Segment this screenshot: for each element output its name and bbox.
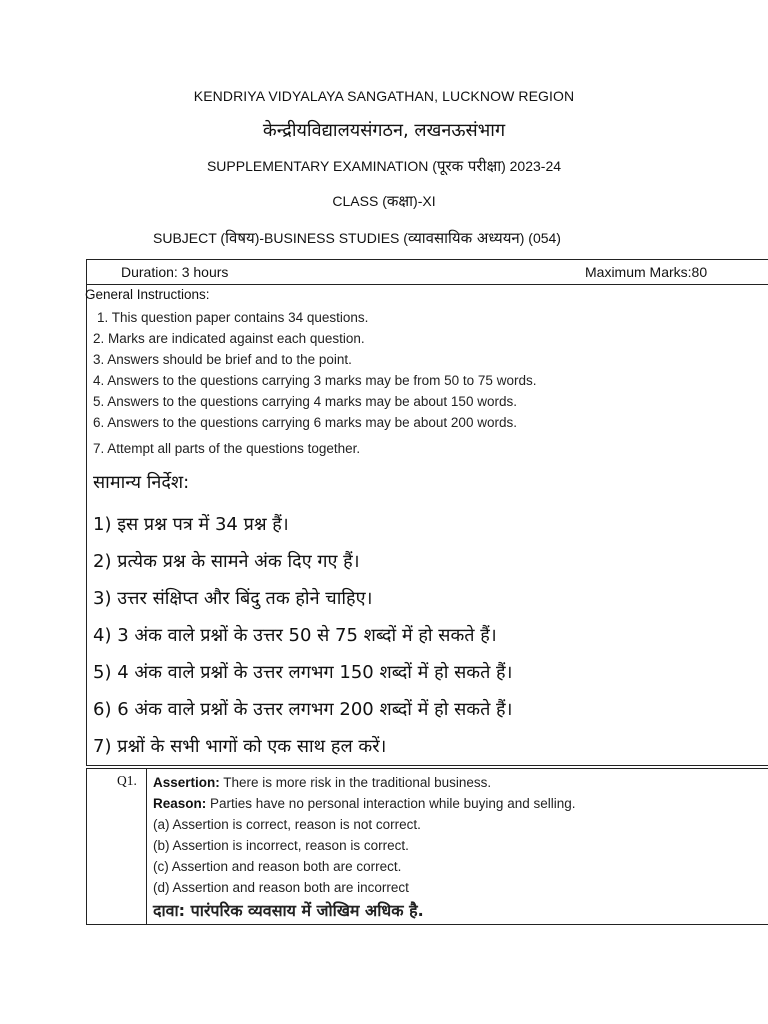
school-name-hindi: केन्द्रीयविद्यालयसंगठन, लखनऊसंभाग <box>262 120 506 141</box>
assertion-line: Assertion: There is more risk in the traditional business. <box>153 775 492 790</box>
exam-title: SUPPLEMENTARY EXAMINATION (पूरक परीक्षा) 2023-24 <box>206 157 562 175</box>
hindi-assertion: दावा: पारंपरिक व्यवसाय में जोखिम अधिक है. <box>153 901 424 920</box>
list-item: 4. Answers to the questions carrying 3 marks may be from 50 to 75 words. <box>93 373 537 388</box>
list-item: 2) प्रत्येक प्रश्न के सामने अंक दिए गए हैं। <box>93 551 360 572</box>
list-item: 7. Attempt all parts of the questions together. <box>93 441 361 456</box>
list-item: 6) 6 अंक वाले प्रश्नों के उत्तर लगभग 200 शब्दों में हो सकते हैं। <box>93 699 513 720</box>
maximum-marks: Maximum Marks:80 <box>585 264 708 280</box>
list-item: 1) इस प्रश्न पत्र में 34 प्रश्न हैं। <box>93 514 289 535</box>
option-b: (b) Assertion is incorrect, reason is correct. <box>153 838 409 853</box>
option-c: (c) Assertion and reason both are correct. <box>153 859 402 874</box>
list-item: 7) प्रश्नों के सभी भागों को एक साथ हल करें। <box>93 736 387 757</box>
option-a: (a) Assertion is correct, reason is not correct. <box>153 817 421 832</box>
question-number-cell <box>87 769 147 924</box>
question-content <box>153 772 576 924</box>
list-item: 6. Answers to the questions carrying 6 marks may be about 200 words. <box>93 415 517 430</box>
class-label: CLASS (कक्षा)-XI <box>332 192 436 210</box>
subject-label: SUBJECT (विषय)-BUSINESS STUDIES (व्यावसायिक अध्ययन) (054) <box>153 229 561 247</box>
question-box <box>86 768 768 925</box>
duration: Duration: 3 hours <box>121 264 229 280</box>
list-item: 5. Answers to the questions carrying 4 marks may be about 150 words. <box>93 394 517 409</box>
question-number: Q1. <box>117 773 137 788</box>
list-item: 2. Marks are indicated against each question. <box>93 331 365 346</box>
instructions-box <box>86 259 768 766</box>
list-item: 5) 4 अंक वाले प्रश्नों के उत्तर लगभग 150 शब्दों में हो सकते हैं। <box>93 662 513 683</box>
reason-line: Reason: Parties have no personal interaction while buying and selling. <box>153 796 576 811</box>
list-item: 3) उत्तर संक्षिप्त और बिंदु तक होने चाहिए। <box>93 588 373 609</box>
exam-meta-row <box>87 260 768 285</box>
list-item: 3. Answers should be brief and to the point. <box>93 352 352 367</box>
general-instructions-list <box>93 307 536 459</box>
option-d: (d) Assertion and reason both are incorrect <box>153 880 409 895</box>
general-instructions-title: General Instructions: <box>85 287 210 302</box>
list-item: 1. This question paper contains 34 questions. <box>97 310 369 325</box>
hindi-instructions-title: सामान्य निर्देश: <box>93 472 190 493</box>
hindi-instructions-list <box>93 506 512 765</box>
list-item: 4) 3 अंक वाले प्रश्नों के उत्तर 50 से 75 शब्दों में हो सकते हैं। <box>93 625 497 646</box>
school-name: KENDRIYA VIDYALAYA SANGATHAN, LUCKNOW REGION <box>193 88 575 104</box>
